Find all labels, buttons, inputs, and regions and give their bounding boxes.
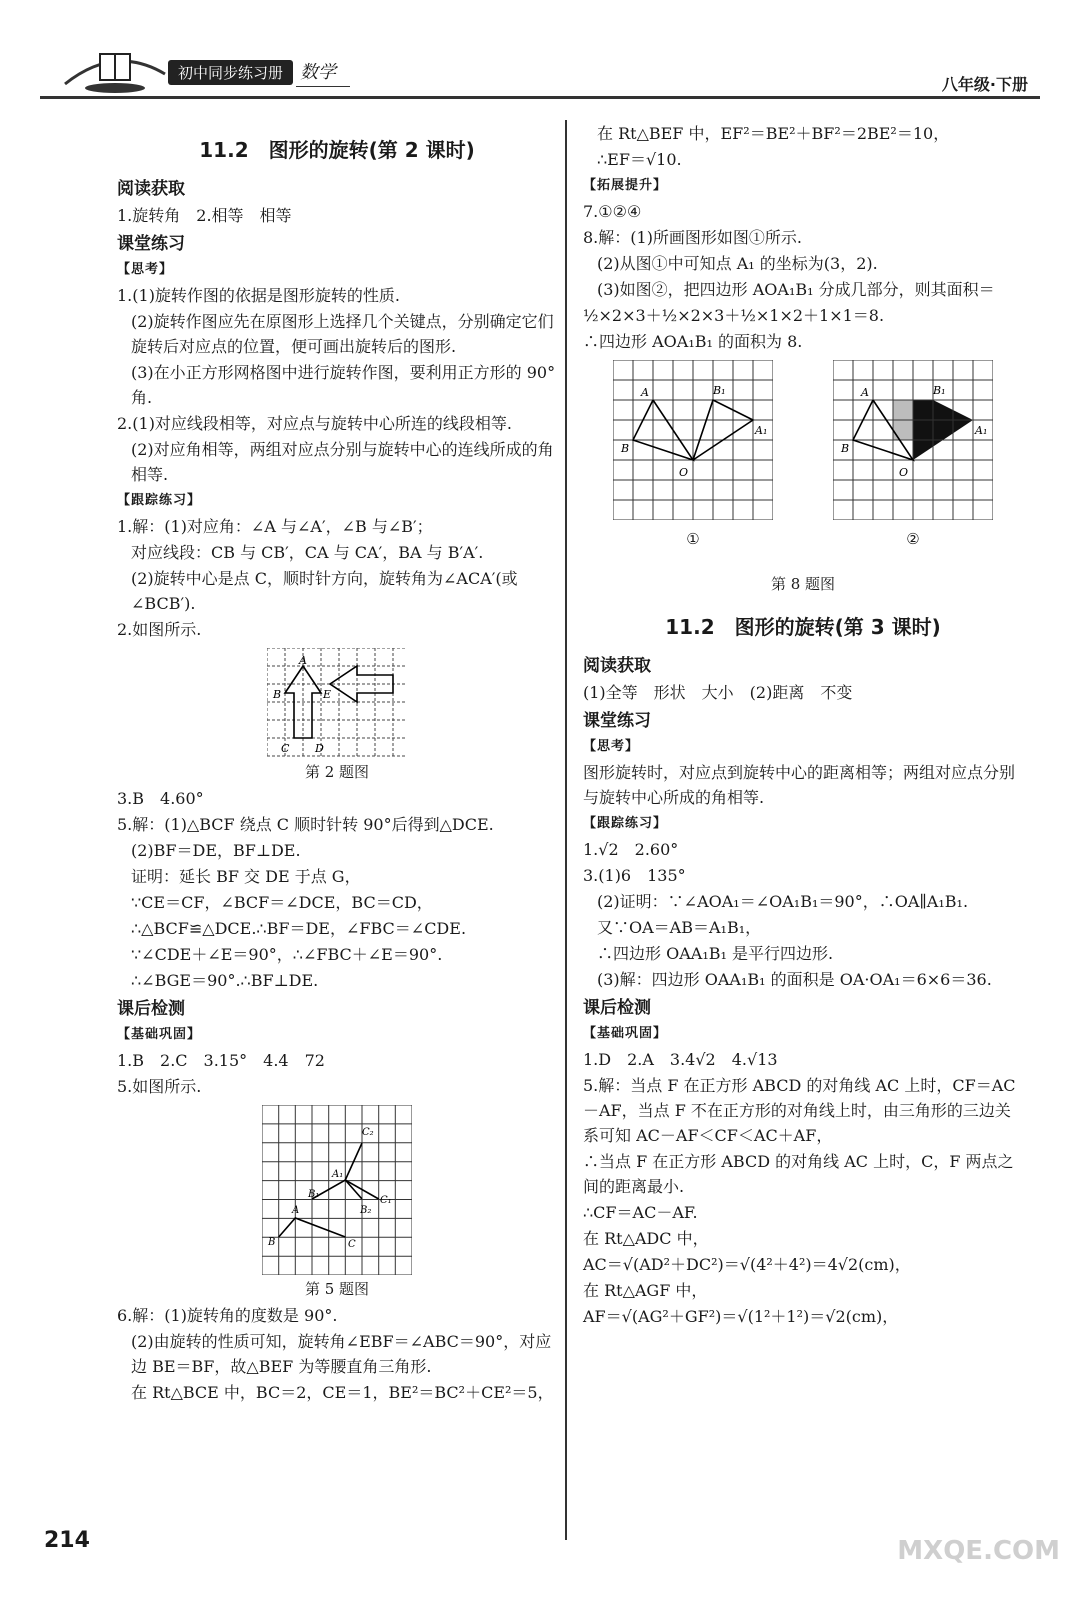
text-line: 在 Rt△BEF 中，EF²＝BE²＋BF²＝2BE²＝10，: [597, 124, 950, 143]
text-line: ½×2×3＋½×2×3＋½×1×2＋1×1＝8.: [583, 306, 885, 325]
tag-label: 【跟踪练习】: [583, 816, 668, 831]
tag-label: 【思考】: [117, 262, 174, 277]
text-line: 图形旋转时，对应点到旋转中心的距离相等；两组对应点分别与旋转中心所成的角相等.: [583, 763, 1016, 807]
book-title: 初中同步练习册: [168, 60, 293, 85]
heading: 课堂练习: [117, 234, 185, 254]
text-line: (2)BF＝DE，BF⊥DE.: [131, 841, 301, 860]
text-line: 1.解：(1)对应角：∠A 与∠A′，∠B 与∠B′；: [117, 517, 433, 536]
svg-text:A: A: [641, 386, 649, 399]
text-line: (2)证明：∵∠AOA₁＝∠OA₁B₁＝90°，∴OA∥A₁B₁.: [597, 892, 969, 911]
text-line: 5.如图所示.: [117, 1077, 202, 1096]
svg-text:E: E: [323, 688, 332, 701]
text-line: 对应线段：CB 与 CB′，CA 与 CA′，BA 与 B′A′.: [131, 543, 484, 562]
svg-text:A: A: [292, 1205, 300, 1216]
text-line: ∴四边形 AOA₁B₁ 的面积为 8.: [583, 332, 803, 351]
svg-text:C: C: [281, 742, 290, 755]
text-line: ∴∠BGE＝90°.∴BF⊥DE.: [131, 971, 319, 990]
page-header: [40, 44, 1040, 100]
text-line: 在 Rt△BCE 中，BC＝2，CE＝1，BE²＝BC²＋CE²＝5，: [131, 1383, 554, 1402]
tag-label: 【跟踪练习】: [117, 493, 202, 508]
svg-text:C₁: C₁: [380, 1195, 392, 1206]
subject-label: 数学: [296, 58, 350, 87]
svg-text:C₂: C₂: [362, 1127, 374, 1138]
svg-text:B₁: B₁: [933, 384, 946, 397]
right-column: [583, 120, 1023, 1330]
text-line: ∵CE＝CF，∠BCF＝∠DCE，BC＝CD，: [131, 893, 433, 912]
figure-8-row: [583, 360, 1023, 552]
text-line: 3.B 4.60°: [117, 789, 204, 808]
svg-text:B: B: [621, 442, 630, 455]
text-line: (3)在小正方形网格图中进行旋转作图，要利用正方形的 90°角.: [131, 363, 556, 407]
text-line: 6.解：(1)旋转角的度数是 90°.: [117, 1306, 338, 1325]
heading: 阅读获取: [117, 179, 185, 199]
text-line: AC＝√(AD²＋DC²)＝√(4²＋4²)＝4√2(cm)，: [583, 1255, 911, 1274]
watermark: MXQE.COM: [897, 1536, 1060, 1566]
svg-text:O: O: [899, 466, 909, 479]
text-line: 2.如图所示.: [117, 620, 202, 639]
text-line: (3)解：四边形 OAA₁B₁ 的面积是 OA·OA₁＝6×6＝36.: [597, 970, 992, 989]
text-line: 2.(1)对应线段相等，对应点与旋转中心所连的线段相等.: [117, 414, 513, 433]
text-line: 3.(1)6 135°: [583, 866, 686, 885]
figure-8-2: [833, 360, 993, 552]
figure-caption: 第 8 题图: [770, 575, 836, 593]
book-logo-icon: [60, 44, 170, 94]
figure-label: ②: [906, 530, 920, 548]
text-line: 1.√2 2.60°: [583, 840, 679, 859]
figure-caption: 第 2 题图: [304, 763, 370, 781]
text-line: ∴四边形 OAA₁B₁ 是平行四边形.: [597, 944, 834, 963]
figure-8-grid-1: [613, 360, 773, 520]
svg-text:B₂: B₂: [360, 1205, 372, 1216]
text-line: 8.解：(1)所画图形如图①所示.: [583, 228, 803, 247]
svg-text:A₁: A₁: [975, 424, 988, 437]
text-line: 证明：延长 BF 交 DE 于点 G，: [131, 867, 361, 886]
svg-text:O: O: [679, 466, 689, 479]
heading: 课后检测: [583, 998, 651, 1018]
text-line: 1.D 2.A 3.4√2 4.√13: [583, 1050, 778, 1069]
svg-text:A₁: A₁: [332, 1169, 344, 1180]
svg-text:A₁: A₁: [755, 424, 768, 437]
text-line: ∴EF＝√10.: [597, 150, 682, 169]
svg-text:B: B: [273, 688, 282, 701]
section-title: 11.2 图形的旋转(第 3 课时): [665, 615, 941, 639]
svg-text:B₁: B₁: [713, 384, 726, 397]
figure-5: [262, 1105, 412, 1275]
text-line: ∴CF＝AC－AF.: [583, 1203, 698, 1222]
svg-text:B: B: [268, 1237, 276, 1248]
left-column: [117, 120, 557, 1406]
page-number: 214: [44, 1528, 90, 1553]
figure-caption: 第 5 题图: [304, 1280, 370, 1298]
text-line: (2)旋转作图应先在原图形上选择几个关键点，分别确定它们旋转后对应点的位置，便可画出旋转后的图形.: [131, 312, 554, 356]
svg-text:B: B: [841, 442, 850, 455]
figure-2: [267, 648, 407, 758]
header-rule: [40, 96, 1040, 99]
heading: 课堂练习: [583, 711, 651, 731]
text-line: 5.解：(1)△BCF 绕点 C 顺时针转 90°后得到△DCE.: [117, 815, 494, 834]
text-line: 在 Rt△AGF 中，: [583, 1281, 708, 1300]
text-line: ∴当点 F 在正方形 ABCD 的对角线 AC 上时，C，F 两点之间的距离最小.: [583, 1152, 1014, 1196]
text-line: 又∵OA＝AB＝A₁B₁，: [597, 918, 762, 937]
tag-label: 【拓展提升】: [583, 178, 668, 193]
figure-8-1: [613, 360, 773, 552]
figure-label: ①: [686, 530, 700, 548]
text-line: 7.①②④: [583, 202, 642, 221]
heading: 课后检测: [117, 999, 185, 1019]
text-line: 在 Rt△ADC 中，: [583, 1229, 709, 1248]
text-line: 5.解：当点 F 在正方形 ABCD 的对角线 AC 上时，CF＝AC－AF，当点 F 不在正方形的对角线上时，由三角形的三边关系可知 AC－AF＜CF＜AC＋AF，: [583, 1076, 1016, 1145]
text-line: ∴△BCF≌△DCE.∴BF＝DE，∠FBC＝∠CDE.: [131, 919, 467, 938]
text-line: AF＝√(AG²＋GF²)＝√(1²＋1²)＝√2(cm)，: [583, 1307, 899, 1326]
column-divider: [565, 120, 567, 1540]
text-line: 1.B 2.C 3.15° 4.4 72: [117, 1051, 325, 1070]
heading: 阅读获取: [583, 656, 651, 676]
text-line: (2)从图①中可知点 A₁ 的坐标为(3，2).: [597, 254, 878, 273]
tag-label: 【思考】: [583, 739, 640, 754]
svg-text:A: A: [861, 386, 869, 399]
text-line: (3)如图②，把四边形 AOA₁B₁ 分成几部分，则其面积＝: [597, 280, 995, 299]
svg-text:D: D: [315, 742, 324, 755]
text-line: (2)对应角相等，两组对应点分别与旋转中心的连线所成的角相等.: [131, 440, 554, 484]
text-line: ∵∠CDE＋∠E＝90°，∴∠FBC＋∠E＝90°.: [131, 945, 443, 964]
text-line: (2)旋转中心是点 C，顺时针方向，旋转角为∠ACA′(或∠BCB′).: [131, 569, 518, 613]
tag-label: 【基础巩固】: [117, 1027, 202, 1042]
tag-label: 【基础巩固】: [583, 1026, 668, 1041]
grade-label: 八年级·下册: [941, 75, 1028, 94]
text-line: (1)全等 形状 大小 (2)距离 不变: [583, 683, 853, 702]
svg-text:A: A: [299, 654, 307, 667]
section-title: 11.2 图形的旋转(第 2 课时): [199, 138, 475, 162]
svg-text:C: C: [348, 1239, 356, 1250]
text-line: (2)由旋转的性质可知，旋转角∠EBF＝∠ABC＝90°，对应边 BE＝BF，故△BEF 为等腰直角三角形.: [131, 1332, 552, 1376]
text-line: 1.(1)旋转作图的依据是图形旋转的性质.: [117, 286, 401, 305]
svg-text:B₁: B₁: [308, 1189, 320, 1200]
text-line: 1.旋转角 2.相等 相等: [117, 206, 292, 225]
figure-8-grid-2: [833, 360, 993, 520]
